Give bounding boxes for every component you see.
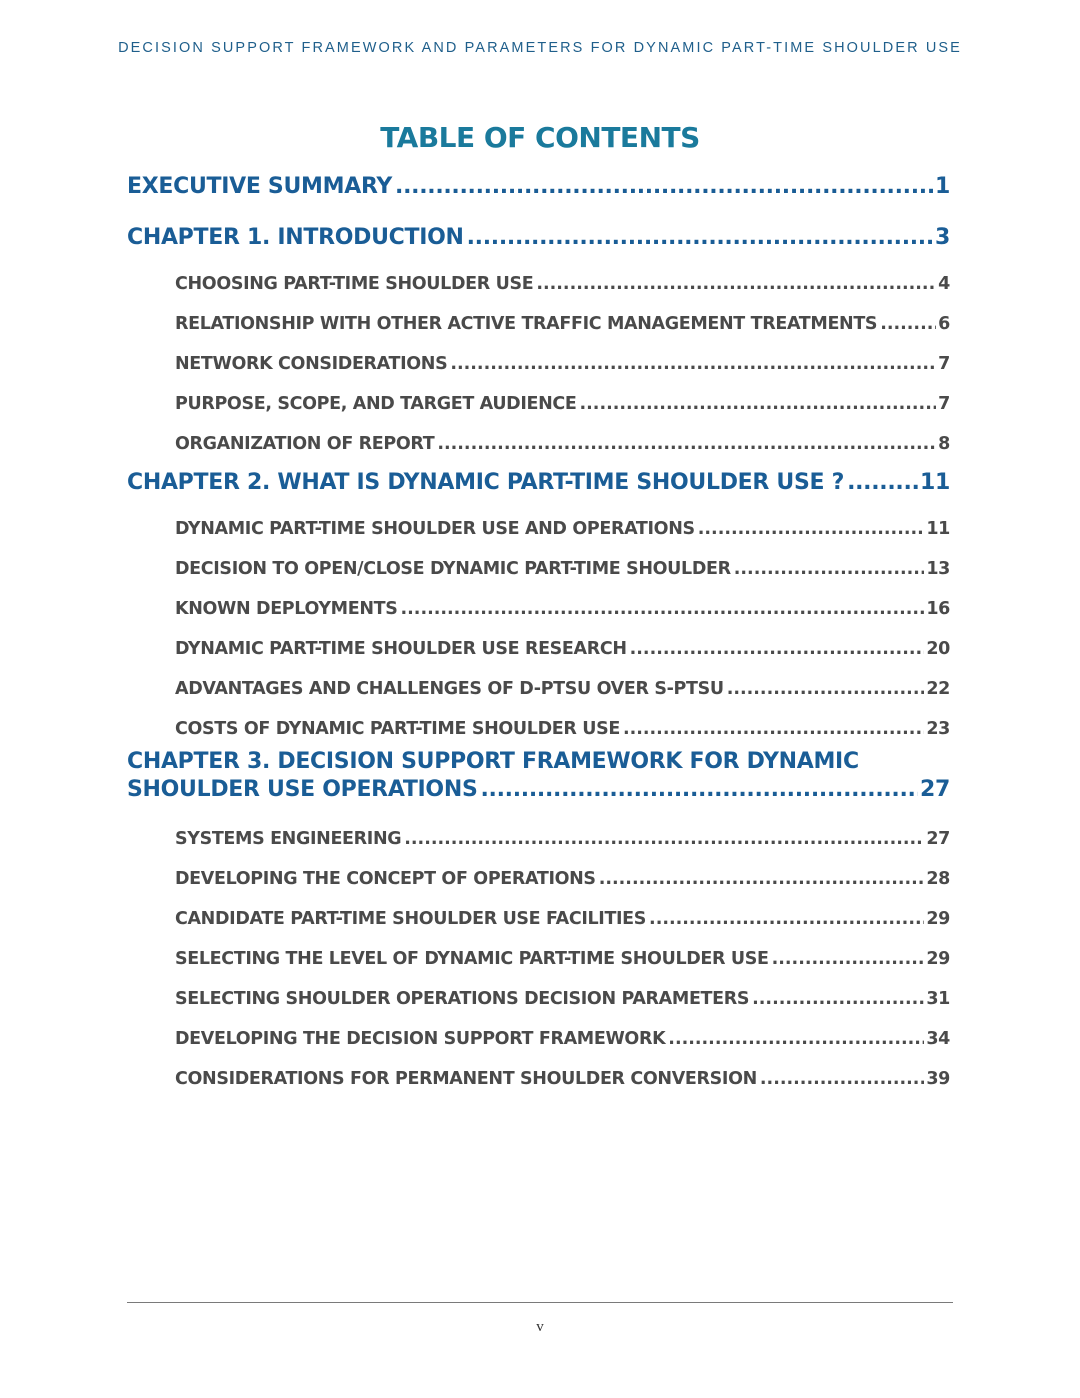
dot-leader <box>734 554 925 584</box>
toc-section-entry[interactable] <box>175 674 950 714</box>
dot-leader <box>772 944 925 974</box>
toc-section-entry[interactable] <box>175 349 950 389</box>
dot-leader <box>599 864 925 894</box>
dot-leader <box>668 1024 924 1054</box>
toc-section-entry[interactable] <box>175 864 950 904</box>
running-header: DECISION SUPPORT FRAMEWORK AND PARAMETERS FOR DYNAMIC PART-TIME SHOULDER USE <box>118 40 962 56</box>
toc-entry-label: CHAPTER 2. WHAT IS DYNAMIC PART-TIME SHOULDER USE ? <box>127 470 845 495</box>
dot-leader <box>649 904 924 934</box>
toc-chapter-2 <box>127 466 950 754</box>
dot-leader <box>536 269 936 299</box>
toc-section-label: RELATIONSHIP WITH OTHER ACTIVE TRAFFIC MANAGEMENT TREATMENTS <box>175 314 878 334</box>
toc-section-label: CONSIDERATIONS FOR PERMANENT SHOULDER CONVERSION <box>175 1069 757 1089</box>
dot-leader <box>752 984 924 1014</box>
toc-section-page: 13 <box>926 559 950 579</box>
dot-leader <box>698 514 925 544</box>
toc-section-page: 16 <box>926 599 950 619</box>
toc-section-page: 11 <box>926 519 950 539</box>
toc-title: TABLE OF CONTENTS <box>380 121 700 154</box>
toc-section-label: SYSTEMS ENGINEERING <box>175 829 402 849</box>
toc-section-page: 22 <box>926 679 950 699</box>
toc-entry-label: SHOULDER USE OPERATIONS <box>127 777 478 802</box>
toc-section-page: 27 <box>926 829 950 849</box>
toc-chapter-2-sections <box>127 514 950 754</box>
toc-section-label: ADVANTAGES AND CHALLENGES OF D-PTSU OVER S-PTSU <box>175 679 724 699</box>
toc-entry-executive-summary[interactable] <box>127 170 950 204</box>
toc-section-entry[interactable] <box>175 429 950 469</box>
toc-section-page: 28 <box>926 869 950 889</box>
toc-section-entry[interactable] <box>175 944 950 984</box>
toc-chapter-3 <box>127 748 950 1104</box>
toc-section-page: 6 <box>938 314 950 334</box>
toc-section-label: CANDIDATE PART-TIME SHOULDER USE FACILITIES <box>175 909 647 929</box>
toc-entry-label: CHAPTER 1. INTRODUCTION <box>127 225 464 250</box>
toc-section-label: NETWORK CONSIDERATIONS <box>175 354 448 374</box>
toc-section-entry[interactable] <box>175 554 950 594</box>
dot-leader <box>760 1064 924 1094</box>
dot-leader <box>395 170 933 204</box>
toc-section-entry[interactable] <box>175 984 950 1024</box>
dot-leader <box>580 389 937 419</box>
toc-entry-chapter-1[interactable] <box>127 221 950 255</box>
toc-section-label: DYNAMIC PART-TIME SHOULDER USE RESEARCH <box>175 639 627 659</box>
footer-rule <box>127 1302 953 1303</box>
toc-section-label: KNOWN DEPLOYMENTS <box>175 599 398 619</box>
toc-section-entry[interactable] <box>175 904 950 944</box>
toc-section-page: 8 <box>938 434 950 454</box>
toc-section-label: DEVELOPING THE DECISION SUPPORT FRAMEWORK <box>175 1029 666 1049</box>
dot-leader <box>481 776 918 804</box>
toc-section-entry[interactable] <box>175 594 950 634</box>
toc-section-entry[interactable] <box>175 514 950 554</box>
toc-section-entry[interactable] <box>175 634 950 674</box>
toc-section-page: 23 <box>926 719 950 739</box>
toc-section-entry[interactable] <box>175 269 950 309</box>
toc-entry-label: EXECUTIVE SUMMARY <box>127 174 393 199</box>
toc-section-entry[interactable] <box>175 389 950 429</box>
toc-entry-page: 3 <box>934 225 950 250</box>
toc-chapter-1 <box>127 221 950 469</box>
toc-section-label: CHOOSING PART-TIME SHOULDER USE <box>175 274 534 294</box>
toc-section-page: 20 <box>926 639 950 659</box>
toc-section-entry[interactable] <box>175 309 950 349</box>
toc-section-label: PURPOSE, SCOPE, AND TARGET AUDIENCE <box>175 394 577 414</box>
dot-leader <box>880 309 936 339</box>
toc-executive-summary <box>127 170 950 204</box>
toc-section-page: 29 <box>926 909 950 929</box>
toc-section-label: DYNAMIC PART-TIME SHOULDER USE AND OPERATIONS <box>175 519 695 539</box>
toc-section-page: 31 <box>926 989 950 1009</box>
toc-section-entry[interactable] <box>175 1064 950 1104</box>
dot-leader <box>847 466 918 500</box>
toc-section-page: 39 <box>926 1069 950 1089</box>
dot-leader <box>404 824 924 854</box>
toc-section-label: SELECTING SHOULDER OPERATIONS DECISION PARAMETERS <box>175 989 750 1009</box>
dot-leader <box>727 674 925 704</box>
toc-entry-chapter-2[interactable] <box>127 466 950 500</box>
toc-section-entry[interactable] <box>175 824 950 864</box>
toc-chapter-3-sections <box>127 824 950 1104</box>
table-of-contents <box>127 170 950 1104</box>
toc-entry-chapter-3-line1[interactable]: CHAPTER 3. DECISION SUPPORT FRAMEWORK FOR DYNAMIC <box>127 749 859 774</box>
dot-leader <box>437 429 936 459</box>
toc-section-label: DECISION TO OPEN/CLOSE DYNAMIC PART-TIME SHOULDER <box>175 559 731 579</box>
toc-section-label: ORGANIZATION OF REPORT <box>175 434 435 454</box>
toc-entry-page: 1 <box>934 174 950 199</box>
dot-leader <box>630 634 925 664</box>
toc-entry-page: 27 <box>919 777 950 802</box>
toc-entry-page: 11 <box>919 470 950 495</box>
toc-chapter-1-sections <box>127 269 950 469</box>
toc-section-entry[interactable] <box>175 1024 950 1064</box>
dot-leader <box>623 714 924 744</box>
toc-section-label: COSTS OF DYNAMIC PART-TIME SHOULDER USE <box>175 719 620 739</box>
dot-leader <box>450 349 936 379</box>
toc-section-page: 34 <box>926 1029 950 1049</box>
dot-leader <box>401 594 925 624</box>
toc-section-page: 7 <box>938 354 950 374</box>
toc-entry-chapter-3[interactable] <box>127 776 950 804</box>
toc-section-page: 4 <box>938 274 950 294</box>
page-number: v <box>536 1319 544 1335</box>
toc-section-label: DEVELOPING THE CONCEPT OF OPERATIONS <box>175 869 596 889</box>
dot-leader <box>467 221 933 255</box>
toc-section-label: SELECTING THE LEVEL OF DYNAMIC PART-TIME SHOULDER USE <box>175 949 769 969</box>
toc-section-page: 29 <box>926 949 950 969</box>
toc-section-page: 7 <box>938 394 950 414</box>
